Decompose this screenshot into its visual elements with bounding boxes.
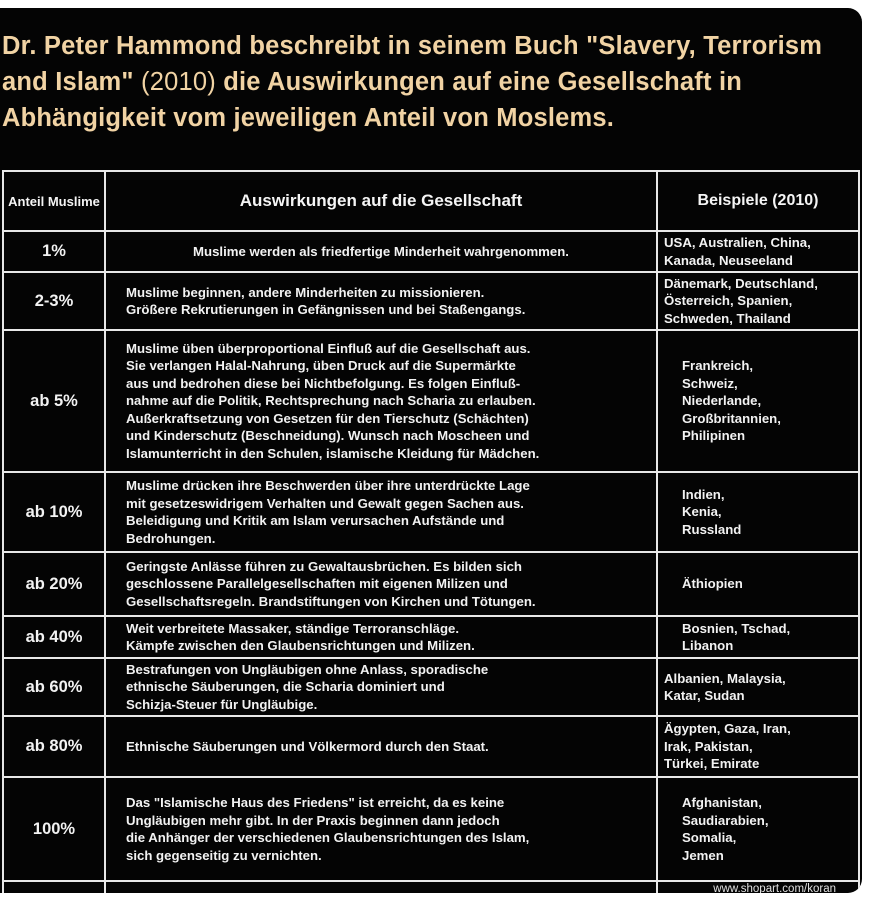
impact-table [2, 170, 860, 893]
row-effects: Weit verbreitete Massaker, ständige Terroranschläge. Kämpfe zwischen den Glaubensrichtungen und Milizen. [105, 616, 657, 658]
row-share: ab 80% [3, 716, 105, 777]
headline-text-1: Dr. Peter Hammond beschreibt in seinem Buch "Slavery, Terrorism and Islam" [2, 32, 823, 96]
row-effects: Muslime werden als friedfertige Minderheit wahrgenommen. [105, 231, 657, 272]
table-row [3, 658, 859, 716]
row-share: 100% [3, 777, 105, 881]
row-effects: Muslime drücken ihre Beschwerden über ihre unterdrückte Lage mit gesetzeswidrigem Verhalten und Gewalt gegen Sachen aus. Beleidigung und Kritik am Islam verursachen Aufstände und Bedrohungen. [105, 472, 657, 552]
header-examples: Beispiele (2010) [657, 171, 859, 231]
table-row [3, 716, 859, 777]
table-row [3, 616, 859, 658]
row-examples: Dänemark, Deutschland, Österreich, Spanien, Schweden, Thailand [657, 272, 859, 330]
row-share: ab 10% [3, 472, 105, 552]
row-share: 2-3% [3, 272, 105, 330]
row-effects: Das "Islamische Haus des Friedens" ist erreicht, da es keine Ungläubigen mehr gibt. In der Praxis beginnen dann jedoch die Anhänger der verschiedenen Glaubensrichtungen des Islam, sich gegenseitig zu vernichten. [105, 777, 657, 881]
source-url: www.shopart.com/koran [713, 883, 836, 893]
row-examples: USA, Australien, China, Kanada, Neuseeland [657, 231, 859, 272]
row-examples: Äthiopien [657, 552, 859, 616]
row-effects: Ethnische Säuberungen und Völkermord durch den Staat. [105, 716, 657, 777]
row-share: ab 40% [3, 616, 105, 658]
row-share: ab 20% [3, 552, 105, 616]
headline-text-2: die Auswirkungen auf eine Gesellschaft in Abhängigkeit vom jeweiligen Anteil von Moslems. [2, 68, 743, 132]
row-examples: Indien, Kenia, Russland [657, 472, 859, 552]
headline-year: (2010) [133, 68, 224, 96]
footer-empty-cell [105, 881, 657, 893]
row-share: ab 5% [3, 330, 105, 472]
row-examples: Bosnien, Tschad, Libanon [657, 616, 859, 658]
table-row [3, 231, 859, 272]
headline [2, 28, 857, 136]
row-examples: Ägypten, Gaza, Iran, Irak, Pakistan, Türkei, Emirate [657, 716, 859, 777]
row-examples: Frankreich, Schweiz, Niederlande, Großbritannien, Philipinen [657, 330, 859, 472]
table-footer-row [3, 881, 859, 893]
row-effects: Muslime beginnen, andere Minderheiten zu missionieren. Größere Rekrutierungen in Gefängnissen und bei Staßengangs. [105, 272, 657, 330]
header-share: Anteil Muslime [3, 171, 105, 231]
row-effects: Geringste Anlässe führen zu Gewaltausbrüchen. Es bilden sich geschlossene Parallelgesellschaften mit eigenen Milizen und Gesellschaftsregeln. Brandstiftungen von Kirchen und Tötungen. [105, 552, 657, 616]
table-row [3, 472, 859, 552]
header-effects: Auswirkungen auf die Gesellschaft [105, 171, 657, 231]
footer-source-cell [657, 881, 859, 893]
table-header-row [3, 171, 859, 231]
table-row [3, 330, 859, 472]
row-share: ab 60% [3, 658, 105, 716]
row-share: 1% [3, 231, 105, 272]
row-effects: Muslime üben überproportional Einfluß auf die Gesellschaft aus. Sie verlangen Halal-Nahrung, üben Druck auf die Supermärkte aus und bedrohen diese bei Nichtbefolgung. Es folgen Einfluß- nahme auf die Politik, Rechtsprechung nach Scharia zu erlauben. Außerkraftsetzung von Gesetzen für den Tierschutz (Schächten) und Kinderschutz (Beschneidung). Wunsch nach Moscheen und Islamunterricht in den Schulen, islamische Kleidung für Mädchen. [105, 330, 657, 472]
footer-empty-cell [3, 881, 105, 893]
table-row [3, 272, 859, 330]
row-examples: Afghanistan, Saudiarabien, Somalia, Jemen [657, 777, 859, 881]
table-row [3, 552, 859, 616]
infographic-card [0, 8, 862, 893]
row-examples: Albanien, Malaysia, Katar, Sudan [657, 658, 859, 716]
table-row [3, 777, 859, 881]
row-effects: Bestrafungen von Ungläubigen ohne Anlass, sporadische ethnische Säuberungen, die Scharia dominiert und Schizja-Steuer für Ungläubige. [105, 658, 657, 716]
impact-table-container [2, 170, 858, 893]
